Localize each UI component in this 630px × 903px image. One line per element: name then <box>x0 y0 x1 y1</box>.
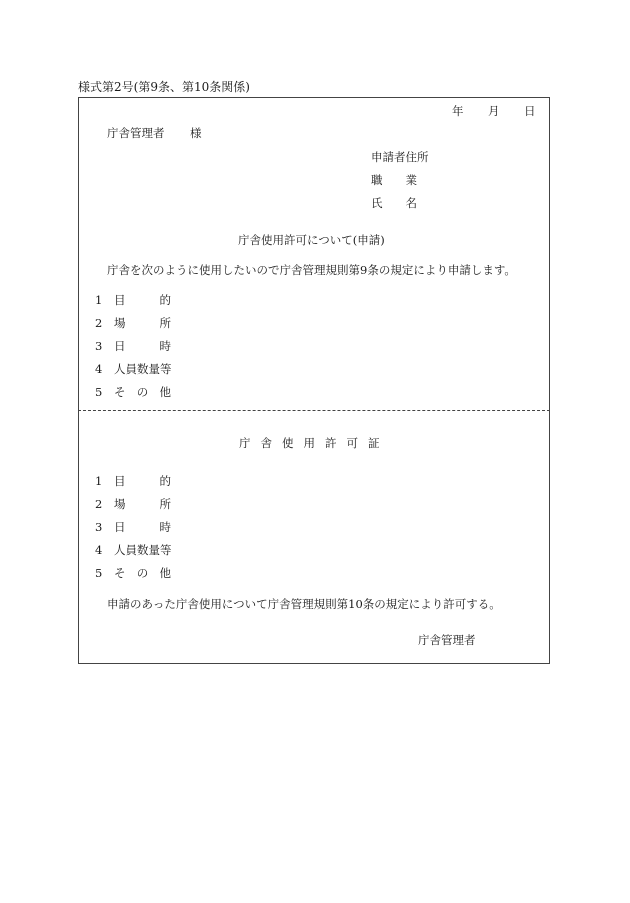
addressee-honorific: 様 <box>190 126 202 140</box>
application-item-number: 4 <box>95 362 103 376</box>
date-day-label: 日 <box>524 104 536 118</box>
permit-item-number: 3 <box>95 520 103 534</box>
permit-item-number: 5 <box>95 566 103 580</box>
application-title: 庁舎使用許可について(申請) <box>238 233 385 247</box>
permit-item-label: その他 <box>114 566 171 580</box>
form-label: 様式第2号(第9条、第10条関係) <box>78 80 250 94</box>
permit-item-number: 2 <box>95 497 103 511</box>
application-item-label: 場所 <box>114 316 171 330</box>
application-item-label: 目的 <box>114 293 171 307</box>
application-item-number: 2 <box>95 316 103 330</box>
permit-item-label: 日時 <box>114 520 171 534</box>
permit-item-number: 1 <box>95 474 103 488</box>
date-month-label: 月 <box>488 104 500 118</box>
application-item-label: その他 <box>114 385 171 399</box>
addressee-name: 庁舎管理者 <box>107 126 165 140</box>
date-year-label: 年 <box>452 104 464 118</box>
application-item-number: 3 <box>95 339 103 353</box>
applicant-address-label: 申請者住所 <box>371 150 429 164</box>
application-item-number: 5 <box>95 385 103 399</box>
application-item-label: 人員数量等 <box>114 362 172 376</box>
applicant-occupation-label: 職 業 <box>371 173 417 187</box>
permit-signer: 庁舎管理者 <box>418 633 476 647</box>
section-divider <box>78 410 550 411</box>
applicant-name-label: 氏 名 <box>371 196 417 210</box>
permit-item-label: 人員数量等 <box>114 543 172 557</box>
permit-title: 庁舎使用許可証 <box>239 436 390 450</box>
application-body: 庁舎を次のように使用したいので庁舎管理規則第9条の規定により申請します。 <box>107 263 516 277</box>
permit-item-label: 目的 <box>114 474 171 488</box>
permit-body: 申請のあった庁舎使用について庁舎管理規則第10条の規定により許可する。 <box>107 597 501 611</box>
permit-item-label: 場所 <box>114 497 171 511</box>
permit-item-number: 4 <box>95 543 103 557</box>
application-item-number: 1 <box>95 293 103 307</box>
application-item-label: 日時 <box>114 339 171 353</box>
